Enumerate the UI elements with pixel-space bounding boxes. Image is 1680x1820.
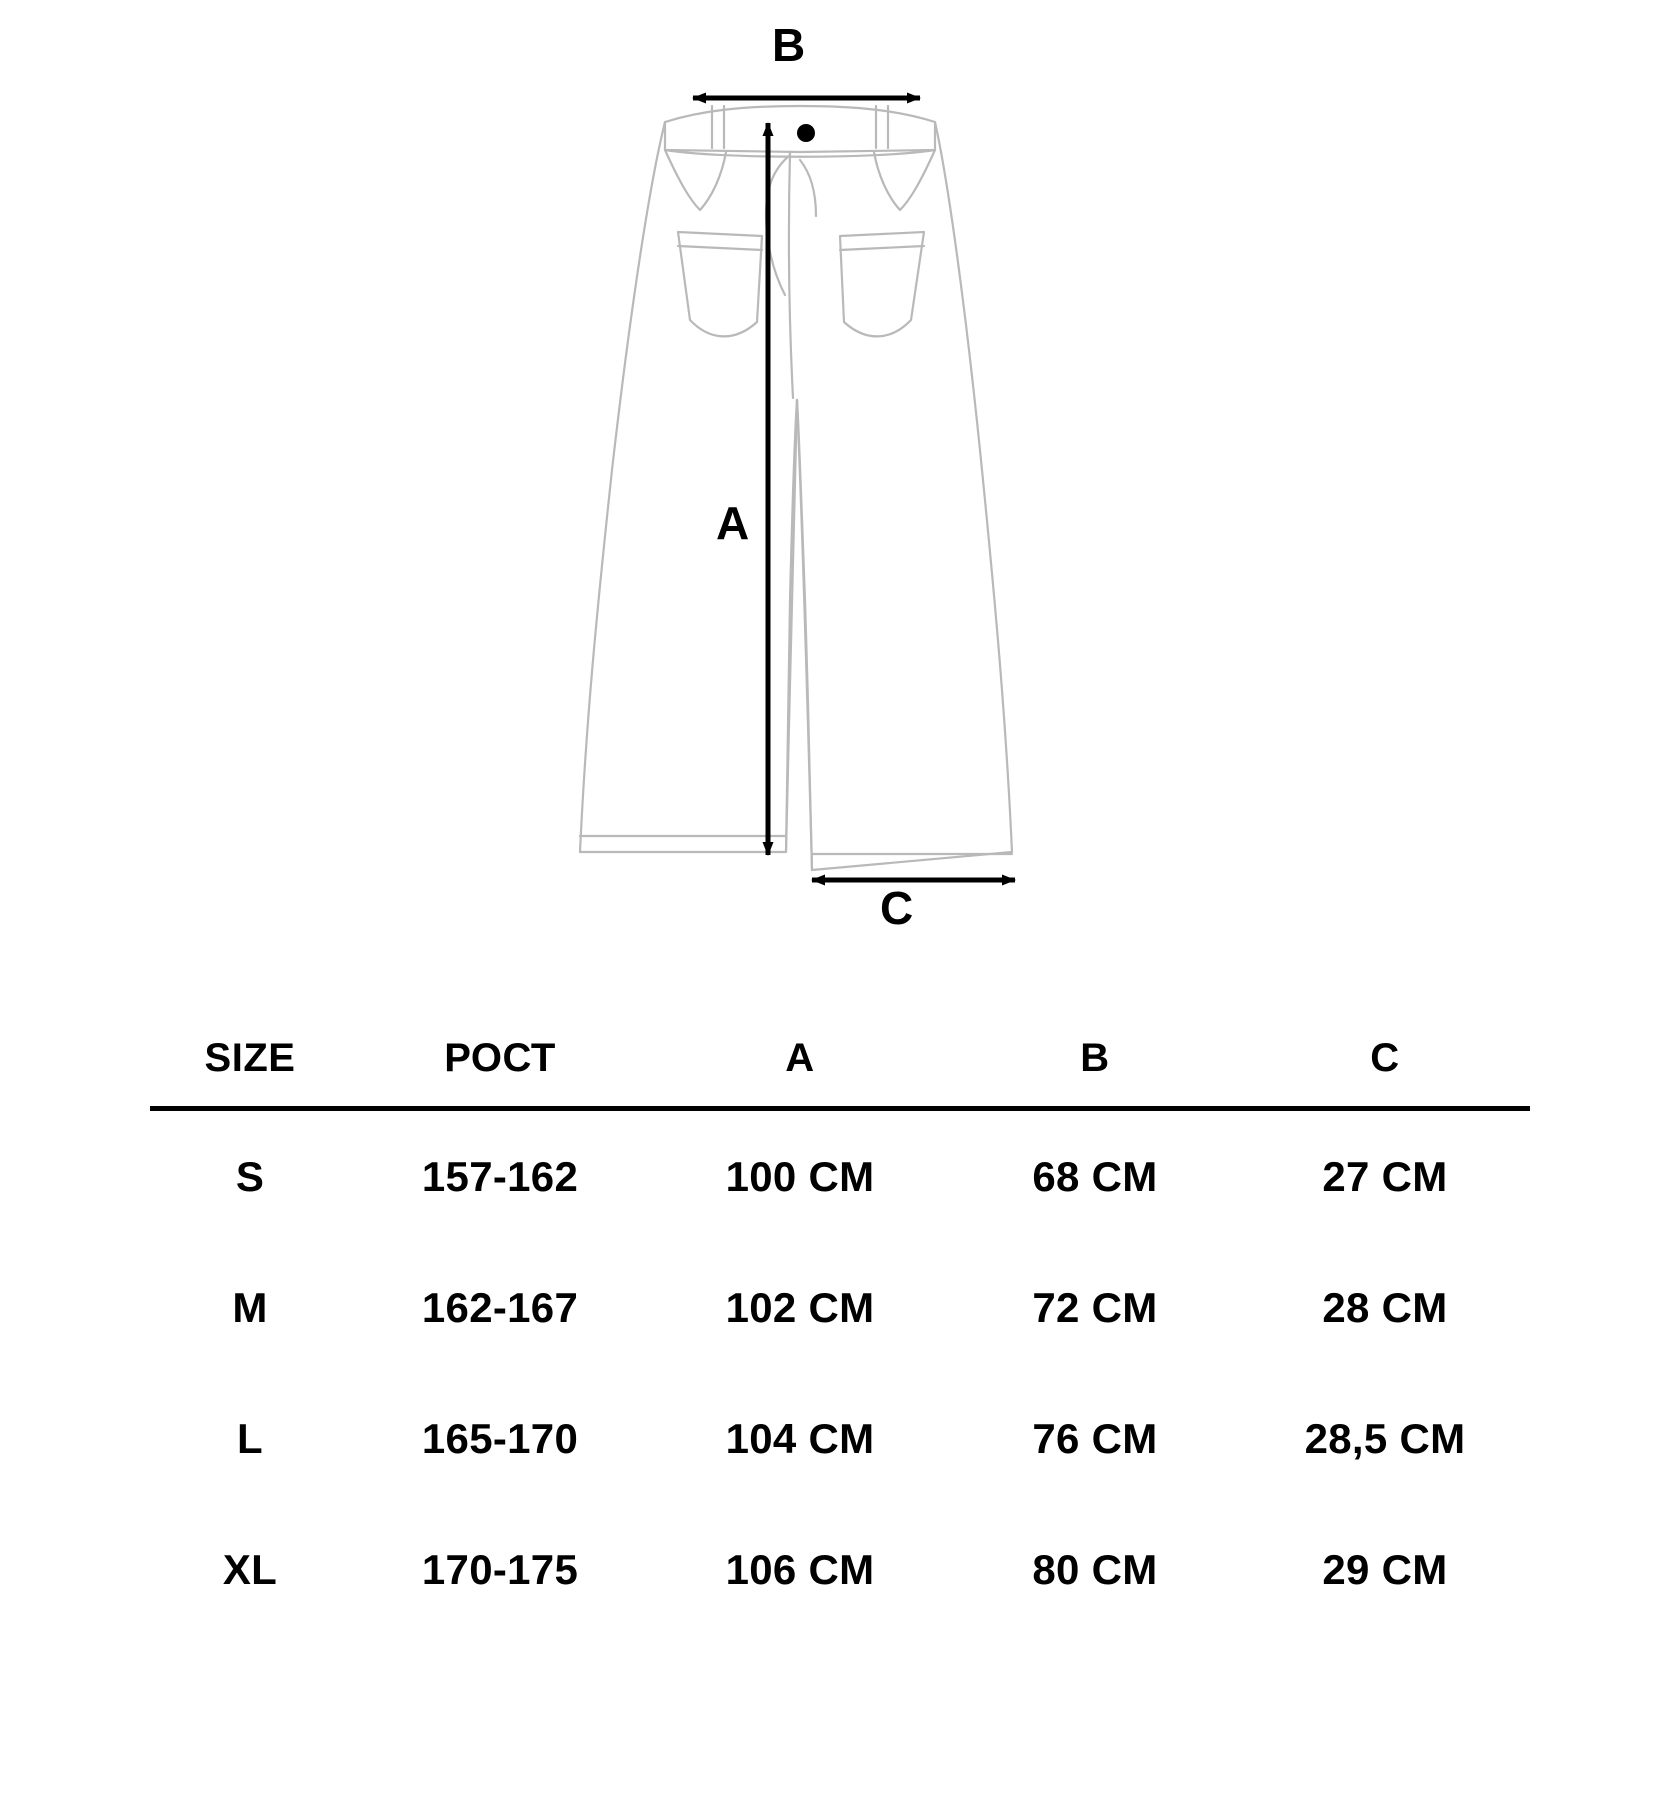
cell-c: 29 CM <box>1322 1545 1448 1593</box>
column-header-size: SIZE <box>204 1035 296 1080</box>
cell-rost: 157-162 <box>421 1152 579 1200</box>
cell-a: 102 CM <box>725 1283 875 1331</box>
dimension-label-c: C <box>880 882 914 934</box>
cell-b: 68 CM <box>1032 1152 1158 1200</box>
column-header-a: A <box>785 1035 815 1080</box>
column-header-b: B <box>1080 1035 1110 1080</box>
cell-rost: 170-175 <box>421 1545 579 1593</box>
column-header-rost: РОСТ <box>444 1035 556 1080</box>
table-row <box>150 1504 1530 1635</box>
cell-a: 104 CM <box>725 1414 875 1462</box>
cell-size: XL <box>222 1545 278 1593</box>
cell-a: 100 CM <box>725 1152 875 1200</box>
cell-b: 72 CM <box>1032 1283 1158 1331</box>
table-row <box>150 1242 1530 1373</box>
dimension-label-b: B <box>772 19 806 71</box>
cell-rost: 165-170 <box>421 1414 579 1462</box>
cell-a: 106 CM <box>725 1545 875 1593</box>
cell-size: S <box>235 1152 265 1200</box>
table-row <box>150 1373 1530 1504</box>
cell-b: 80 CM <box>1032 1545 1158 1593</box>
table-header-row <box>150 1010 1530 1109</box>
cell-c: 28 CM <box>1322 1283 1448 1331</box>
column-header-c: C <box>1370 1035 1400 1080</box>
cell-size: L <box>237 1414 263 1462</box>
size-table-wrapper <box>0 1010 1680 1635</box>
cell-c: 27 CM <box>1322 1152 1448 1200</box>
cell-rost: 162-167 <box>421 1283 579 1331</box>
cell-size: M <box>232 1283 268 1331</box>
jeans-outline <box>580 106 1012 870</box>
cell-b: 76 CM <box>1032 1414 1158 1462</box>
dimension-label-a: A <box>716 497 750 549</box>
cell-c: 28,5 CM <box>1304 1414 1466 1462</box>
button-detail <box>797 124 815 142</box>
size-table <box>150 1010 1530 1635</box>
table-row <box>150 1109 1530 1243</box>
